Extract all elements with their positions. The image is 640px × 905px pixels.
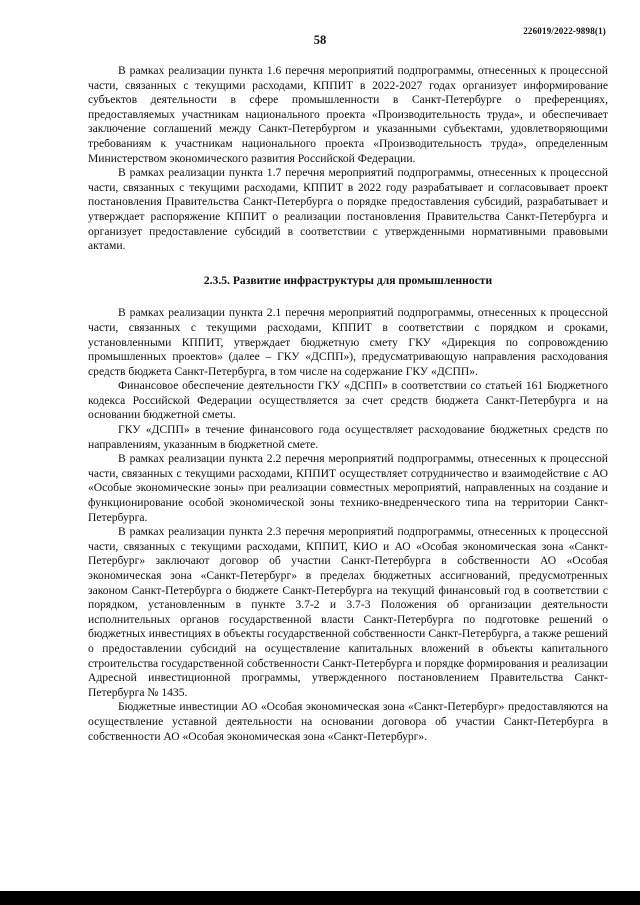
paragraph-spending: ГКУ «ДСПП» в течение финансового года осуществляет расходование бюджетных средств по направлениям, указанным в бюджетной смете.	[88, 423, 608, 451]
paragraph-item-2-3: В рамках реализации пункта 2.3 перечня мероприятий подпрограммы, отнесенных к процессной части, связанных с текущими расходами, КППИТ, КИО и АО «Особая экономическая зона «Санкт-Петербург» заключают договор об участии Санкт-Петербурга в собственности АО «Особая экономическая зона «Санкт-Петербург» в пределах бюджетных ассигнований, предусмотренных законом Санкт-Петербурга о бюджете Санкт-Петербурга на текущий финансовый год в соответствии с порядком, установленным в пункте 3.7-2 и 3.7-3 Положения об организации деятельности исполнительных органов государственной власти Санкт-Петербурга по подготовке решений о бюджетных инвестициях в объекты государственной собственности Санкт-Петербурга, а также решений о предоставлении субсидий на осуществление капитальных вложений в объекты капитального строительства государственной собственности Санкт-Петербурга и порядке формирования и реализации Адресной инвестиционной программы, утвержденного постановлением Правительства Санкт-Петербурга № 1435.	[88, 525, 608, 699]
scan-bottom-border	[0, 891, 640, 905]
page-number: 58	[313, 33, 327, 47]
paragraph-item-1-7: В рамках реализации пункта 1.7 перечня мероприятий подпрограммы, отнесенных к процессной части, связанных с текущими расходами, КППИТ в 2022 году разрабатывает и согласовывает проект постановления Правительства Санкт-Петербурга о порядке предоставления субсидий, разрабатывает и утверждает распоряжение КППИТ о реализации постановления Правительства Санкт-Петербурга и организует предоставление субсидий в соответствии с утвержденными нормативными правовыми актами.	[88, 166, 608, 253]
paragraph-item-2-1: В рамках реализации пункта 2.1 перечня мероприятий подпрограммы, отнесенных к процессной части, связанных с текущими расходами, КППИТ в соответствии с порядком и сроками, установленными КППИТ, утверждает бюджетную смету ГКУ «Дирекция по сопровождению промышленных проектов» (далее – ГКУ «ДСПП»), предусматривающую направления расходования средств бюджета Санкт-Петербурга, в том числе на содержание ГКУ «ДСПП».	[88, 306, 608, 378]
paragraph-item-1-6: В рамках реализации пункта 1.6 перечня мероприятий подпрограммы, отнесенных к процессной части, связанных с текущими расходами, КППИТ в 2022-2027 годах организует информирование субъектов деятельности в сфере промышленности в Санкт-Петербурге о преференциях, предоставляемых участникам национального проекта «Производительность труда», и обеспечивает заключение соглашений между Санкт-Петербургом и указанными субъектами, удовлетворяющими требованиям к участникам национального проекта «Производительность труда», определенным Министерством экономического развития Российской Федерации.	[88, 64, 608, 165]
document-body	[88, 64, 608, 744]
section-heading: 2.3.5. Развитие инфраструктуры для промышленности	[203, 273, 493, 287]
paragraph-financing: Финансовое обеспечение деятельности ГКУ «ДСПП» в соответствии со статьей 161 Бюджетного кодекса Российской Федерации осуществляется за счет средств бюджета Санкт-Петербурга и на основании бюджетной сметы.	[88, 379, 608, 422]
paragraph-item-2-2: В рамках реализации пункта 2.2 перечня мероприятий подпрограммы, отнесенных к процессной части, связанных с текущими расходами, КППИТ осуществляет сотрудничество и взаимодействие с АО «Особые экономические зоны» при реализации совместных мероприятий, направленных на создание и функционирование особой экономической зоны технико-внедренческого типа на территории Санкт-Петербурга.	[88, 452, 608, 524]
paragraph-budget-investments: Бюджетные инвестиции АО «Особая экономическая зона «Санкт-Петербург» предоставляются на осуществление уставной деятельности на основании договора об участии Санкт-Петербурга в собственности АО «Особая экономическая зона «Санкт-Петербург».	[88, 700, 608, 743]
document-registration-number: 226019/2022-9898(1)	[523, 26, 606, 36]
